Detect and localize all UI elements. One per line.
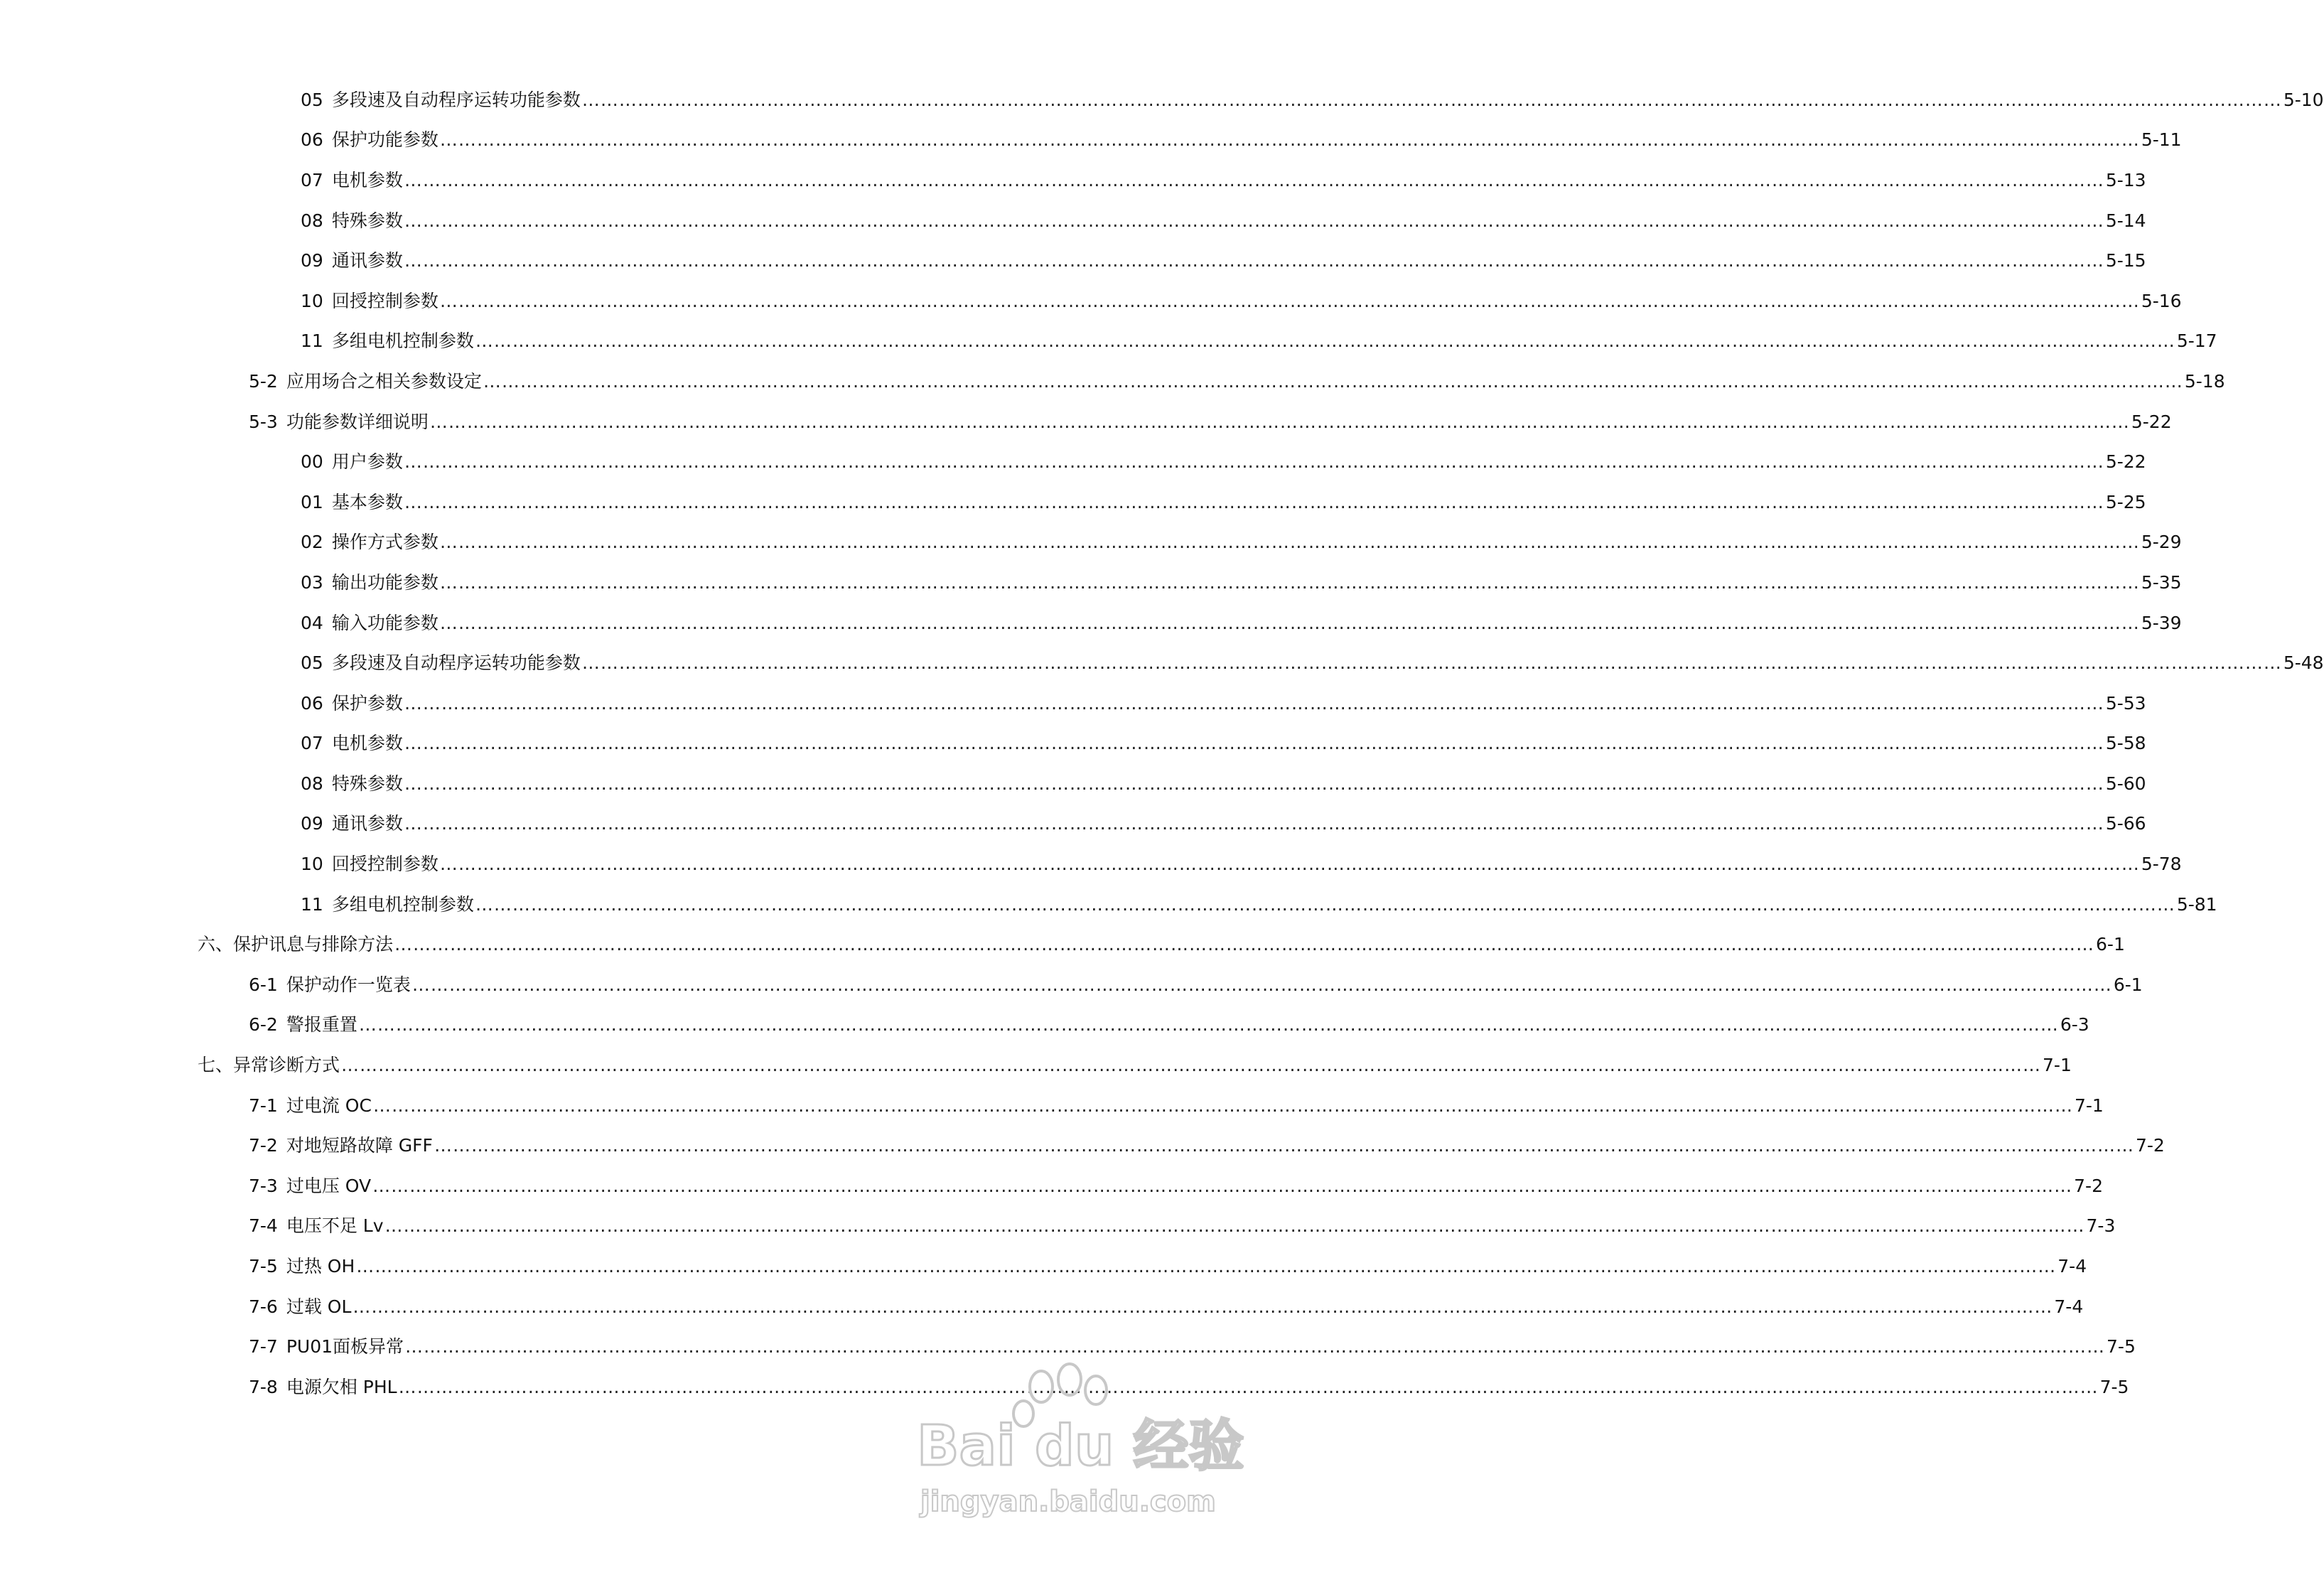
toc-entry-page: 6-3: [2060, 1014, 2089, 1036]
toc-entry: [0, 1286, 2084, 1327]
toc-leader-dots: [394, 935, 2094, 953]
toc-entry: [0, 200, 2146, 241]
toc-entry: [0, 1246, 2087, 1286]
toc-entry: [0, 1045, 2072, 1085]
toc-entry: [0, 321, 2217, 362]
toc-entry: [0, 240, 2146, 281]
toc-entry-title: 保护参数: [331, 692, 403, 714]
toc-entry-number: 08: [301, 773, 323, 794]
toc-leader-dots: [385, 1217, 2085, 1235]
toc-entry-number: 11: [301, 330, 323, 352]
toc-entry-page: 7-1: [2074, 1095, 2104, 1116]
toc-entry-title: 输入功能参数: [331, 612, 439, 633]
toc-entry-title: 多段速及自动程序运转功能参数: [331, 652, 581, 674]
toc-entry-page: 5-11: [2141, 129, 2182, 151]
toc-entry-title: 保护功能参数: [331, 129, 439, 151]
toc-entry-number: 10: [301, 290, 323, 311]
toc-entry-number: 09: [301, 813, 323, 834]
toc-entry-title: 多组电机控制参数: [331, 330, 474, 352]
toc-entry-number: 七、: [198, 1055, 234, 1076]
toc-entry-number: 5-3: [249, 411, 278, 432]
toc-entry-number: 7-3: [249, 1175, 278, 1196]
toc-entry-number: 11: [301, 893, 323, 915]
toc-entry-number: 10: [301, 854, 323, 875]
toc-entry-page: 5-16: [2141, 290, 2182, 311]
toc-leader-dots: [440, 131, 2140, 149]
toc-entry: [0, 80, 2324, 120]
toc-entry-title: 保护动作一览表: [286, 974, 411, 995]
toc-leader-dots: [359, 1016, 2059, 1033]
toc-entry-title: 过电流 OC: [286, 1095, 372, 1116]
toc-entry-title: 回授控制参数: [331, 290, 439, 311]
toc-entry-title: 过热 OH: [286, 1256, 355, 1277]
toc-entry-number: 06: [301, 129, 323, 151]
toc-entry-number: 6-1: [249, 974, 278, 995]
toc-entry: [0, 724, 2146, 764]
toc-leader-dots: [404, 212, 2104, 230]
toc-entry: [0, 683, 2146, 724]
toc-entry-number: 7-2: [249, 1135, 278, 1156]
toc-entry-page: 5-39: [2141, 612, 2182, 633]
toc-entry: [0, 1125, 2165, 1166]
toc-leader-dots: [440, 533, 2140, 551]
toc-leader-dots: [440, 855, 2140, 873]
toc-entry-page: 6-1: [2113, 974, 2143, 995]
toc-entry-title: 电机参数: [331, 169, 403, 190]
toc-leader-dots: [404, 734, 2104, 752]
toc-leader-dots: [404, 171, 2104, 189]
toc-entry-number: 04: [301, 612, 323, 633]
toc-entry: [0, 441, 2146, 482]
toc-leader-dots: [440, 292, 2140, 310]
toc-entry-title: 电压不足 Lv: [286, 1215, 384, 1237]
toc-entry-page: 5-22: [2131, 411, 2172, 432]
toc-entry: [0, 1206, 2116, 1247]
watermark-brand: Bai du 经验: [917, 1414, 1244, 1478]
toc-leader-dots: [356, 1257, 2056, 1275]
toc-entry-title: 操作方式参数: [331, 532, 439, 553]
toc-entry: [0, 643, 2324, 683]
toc-entry-page: 5-17: [2176, 330, 2217, 352]
toc-entry-number: 7-4: [249, 1215, 278, 1237]
toc-entry-number: 6-2: [249, 1014, 278, 1036]
toc-leader-dots: [341, 1056, 2041, 1074]
toc-entry-page: 5-58: [2105, 733, 2146, 754]
toc-entry-page: 5-66: [2105, 813, 2146, 834]
toc-entry-title: 用户参数: [331, 451, 403, 473]
toc-leader-dots: [582, 91, 2282, 109]
toc-entry-title: 对地短路故障 GFF: [286, 1135, 433, 1156]
toc-entry: [0, 1166, 2103, 1206]
toc-entry-number: 00: [301, 451, 323, 473]
toc-entry-page: 7-4: [2054, 1296, 2084, 1317]
toc-entry-page: 5-13: [2105, 169, 2146, 190]
toc-entry-title: 特殊参数: [331, 210, 403, 231]
toc-entry-page: 5-81: [2176, 893, 2217, 915]
toc-entry-page: 5-60: [2105, 773, 2146, 794]
toc-entry-page: 5-10: [2283, 89, 2324, 110]
toc-leader-dots: [483, 372, 2183, 390]
toc-entry-number: 09: [301, 250, 323, 272]
toc-leader-dots: [582, 654, 2282, 672]
toc-leader-dots: [434, 1136, 2134, 1154]
toc-entry-page: 7-2: [2135, 1135, 2165, 1156]
toc-leader-dots: [404, 694, 2104, 712]
toc-entry-page: 7-2: [2074, 1175, 2103, 1196]
toc-entry: [0, 1085, 2104, 1126]
toc-entry-page: 5-35: [2141, 571, 2182, 593]
toc-entry-page: 7-5: [2107, 1336, 2136, 1358]
toc-entry: [0, 884, 2217, 925]
toc-entry-page: 5-78: [2141, 854, 2182, 875]
toc-entry-page: 7-5: [2099, 1376, 2129, 1397]
toc-entry-page: 5-22: [2105, 451, 2146, 473]
toc-leader-dots: [404, 493, 2104, 511]
toc-entry-number: 08: [301, 210, 323, 231]
toc-entry-page: 7-1: [2043, 1055, 2072, 1076]
toc-entry-number: 7-7: [249, 1336, 278, 1358]
toc-entry-number: 7-5: [249, 1256, 278, 1277]
toc-entry-title: 电机参数: [331, 733, 403, 754]
toc-leader-dots: [373, 1097, 2073, 1114]
toc-entry-number: 06: [301, 692, 323, 714]
toc-entry: [0, 562, 2182, 603]
toc-entry: [0, 482, 2146, 522]
toc-leader-dots: [405, 1338, 2105, 1355]
toc-entry: [0, 361, 2225, 402]
toc-entry-title: 警报重置: [286, 1014, 357, 1036]
toc-leader-dots: [412, 976, 2112, 994]
toc-entry-title: 回授控制参数: [331, 854, 439, 875]
toc-leader-dots: [404, 453, 2104, 471]
toc-entry-title: 通讯参数: [331, 813, 403, 834]
toc-entry-number: 03: [301, 571, 323, 593]
toc-entry-number: 05: [301, 652, 323, 674]
toc-entry-page: 5-48: [2283, 652, 2324, 674]
toc-entry-title: 保护讯息与排除方法: [233, 934, 394, 955]
toc-entry-number: 01: [301, 491, 323, 512]
toc-entry-title: 过载 OL: [286, 1296, 352, 1317]
toc-leader-dots: [372, 1177, 2072, 1195]
toc-entry-number: 六、: [198, 934, 234, 955]
watermark-url: jingyan.baidu.com: [920, 1485, 1216, 1518]
toc-entry-title: 特殊参数: [331, 773, 403, 794]
toc-entry-number: 7-1: [249, 1095, 278, 1116]
toc-leader-dots: [430, 413, 2130, 431]
toc-entry: [0, 804, 2146, 844]
toc-entry-page: 6-1: [2096, 934, 2125, 955]
toc-leader-dots: [399, 1378, 2099, 1396]
toc-leader-dots: [440, 614, 2140, 632]
toc-entry-number: 7-8: [249, 1376, 278, 1397]
toc-entry: [0, 160, 2146, 200]
toc-entry: [0, 763, 2146, 804]
toc-entry: [0, 964, 2143, 1005]
toc-entry-number: 02: [301, 532, 323, 553]
toc-entry: [0, 844, 2182, 884]
toc-leader-dots: [353, 1298, 2053, 1316]
toc-entry: [0, 924, 2125, 964]
toc-leader-dots: [475, 896, 2175, 913]
toc-leader-dots: [404, 252, 2104, 269]
toc-entry-page: 5-15: [2105, 250, 2146, 272]
toc-entry-title: PU01面板异常: [286, 1336, 404, 1358]
toc-entry-title: 电源欠相 PHL: [286, 1376, 397, 1397]
toc-entry-title: 异常诊断方式: [233, 1055, 340, 1076]
toc-entry-title: 应用场合之相关参数设定: [286, 370, 482, 392]
toc-entry: [0, 603, 2182, 643]
toc-entry-title: 多组电机控制参数: [331, 893, 474, 915]
toc-entry: [0, 522, 2182, 563]
toc-entry-title: 多段速及自动程序运转功能参数: [331, 89, 581, 110]
toc-entry: [0, 402, 2172, 442]
toc-leader-dots: [404, 775, 2104, 792]
toc-leader-dots: [475, 332, 2175, 350]
toc-entry-page: 5-29: [2141, 532, 2182, 553]
toc-entry-number: 5-2: [249, 370, 278, 392]
toc-entry-title: 输出功能参数: [331, 571, 439, 593]
toc-entry-page: 5-14: [2105, 210, 2146, 231]
toc-entry-page: 5-18: [2184, 370, 2225, 392]
toc-entry-page: 7-4: [2057, 1256, 2087, 1277]
toc-entry-title: 通讯参数: [331, 250, 403, 272]
toc-entry-page: 5-53: [2105, 692, 2146, 714]
toc-entry-title: 功能参数详细说明: [286, 411, 429, 432]
toc-leader-dots: [404, 815, 2104, 832]
toc-entry-title: 基本参数: [331, 491, 403, 512]
toc-entry: [0, 281, 2182, 321]
toc-entry-number: 07: [301, 733, 323, 754]
toc-entry-number: 05: [301, 89, 323, 110]
table-of-contents: [0, 80, 2324, 1407]
toc-leader-dots: [440, 574, 2140, 591]
toc-entry: [0, 1005, 2089, 1045]
toc-entry: [0, 120, 2182, 161]
toc-entry-page: 5-25: [2105, 491, 2146, 512]
toc-entry-number: 7-6: [249, 1296, 278, 1317]
toc-entry-page: 7-3: [2086, 1215, 2116, 1237]
baidu-jingyan-watermark: [910, 1358, 1244, 1536]
toc-entry-title: 过电压 OV: [286, 1175, 372, 1196]
toc-entry-number: 07: [301, 169, 323, 190]
